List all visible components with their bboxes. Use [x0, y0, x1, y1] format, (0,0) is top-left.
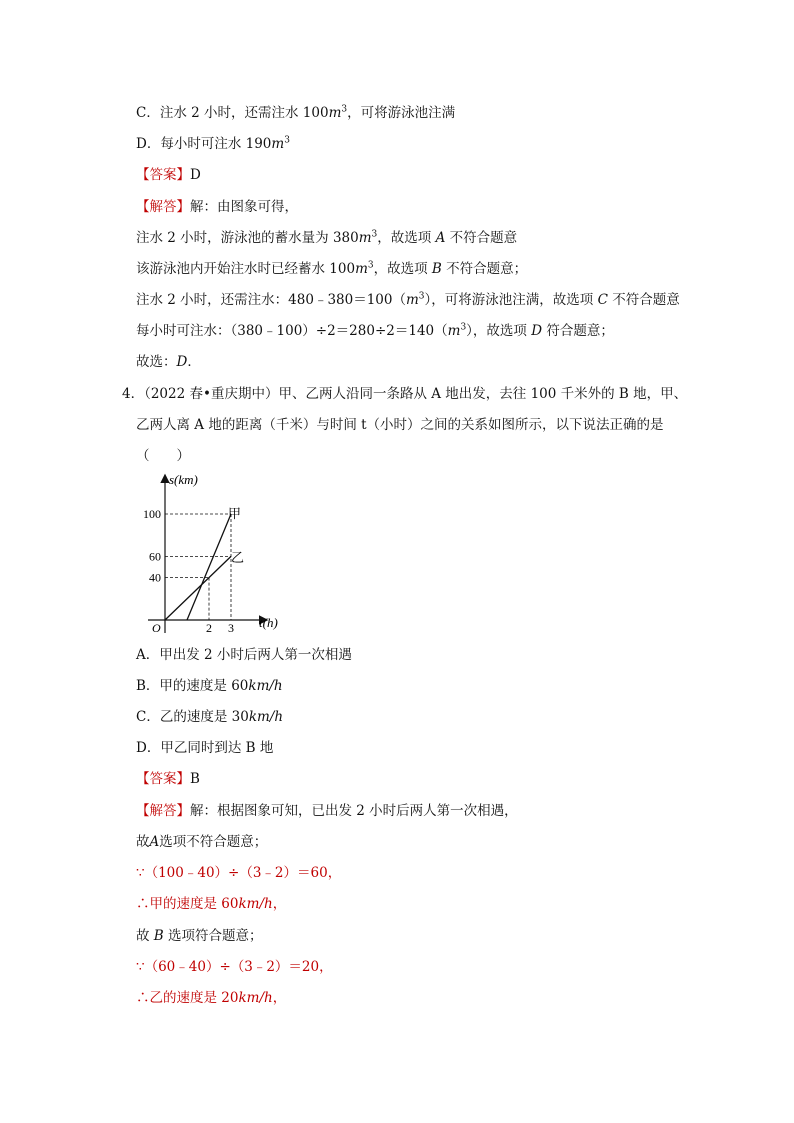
q4-solution-5: 故 B 选项符合题意；: [136, 928, 263, 944]
label-yi: 乙: [231, 550, 245, 565]
option-d: D．每小时可注水 $190m^3$: [136, 135, 290, 152]
solution-step-3: 注水 2 小时，还需注水：$480﹣380=100(m^3)$，可将游泳池注满，故选项 C 不符合题意: [136, 291, 680, 308]
solution-conclusion: 故选：D．: [136, 354, 201, 370]
x-axis-label: t(h): [259, 615, 278, 630]
option-c-q4: C．乙的速度是 30km/h: [136, 709, 284, 725]
x-tick-3: 3: [228, 621, 234, 635]
q4-solution-2: 故A选项不符合题意；: [136, 834, 268, 850]
answer-line: 【答案】D: [136, 167, 201, 183]
origin-label: O: [152, 621, 161, 635]
q4-solution-7: ∴乙的速度是 20km/h，: [136, 990, 287, 1006]
x-tick-2: 2: [206, 621, 212, 635]
q4-solution-4: ∴甲的速度是 60km/h，: [136, 896, 287, 912]
q4-answer: 【答案】B: [136, 771, 200, 787]
solution-intro: 【解答】解：由图象可得，: [136, 199, 298, 215]
question-4-line-1: 4．（2022 春•重庆期中）甲、乙两人沿同一条路从 A 地出发，去往 100 千米外的 B 地，甲、: [122, 386, 688, 402]
solution-step-1: 注水 2 小时，游泳池的蓄水量为 $380m^3$，故选项 A 不符合题意: [136, 229, 518, 246]
q4-solution-6: ∵（60﹣40）÷（3﹣2）＝20，: [136, 959, 333, 975]
option-c: C．注水 2 小时，还需注水 $100m^3$，可将游泳池注满: [136, 104, 456, 121]
series-line-yi: [165, 556, 231, 620]
q4-solution-1: 【解答】解：根据图象可知，已出发 2 小时后两人第一次相遇，: [136, 803, 518, 819]
option-b: B．甲的速度是 60km/h: [136, 678, 283, 694]
label-jia: 甲: [228, 506, 242, 521]
q4-solution-3: ∵（100﹣40）÷（3﹣2）＝60，: [136, 865, 342, 881]
question-4-blank: （ ）: [136, 448, 190, 464]
solution-step-2: 该游泳池内开始注水时已经蓄水 $100m^3$，故选项 B 不符合题意；: [136, 260, 528, 277]
y-tick-100: 100: [143, 507, 161, 521]
option-a: A．甲出发 2 小时后两人第一次相遇: [136, 647, 352, 663]
distance-time-graph: [138, 468, 288, 640]
option-d-q4: D．甲乙同时到达 B 地: [136, 740, 274, 756]
y-axis-label: s(km): [169, 472, 198, 487]
solution-step-4: 每小时可注水：$(380﹣100)\div 2=280\div 2=140(m^3)$，故选项 D 符合题意；: [136, 322, 614, 339]
question-4-line-2: 乙两人离 A 地的距离（千米）与时间 t（小时）之间的关系如图所示，以下说法正确的是: [136, 417, 664, 433]
y-tick-60: 60: [149, 549, 161, 564]
y-tick-40: 40: [149, 570, 161, 585]
